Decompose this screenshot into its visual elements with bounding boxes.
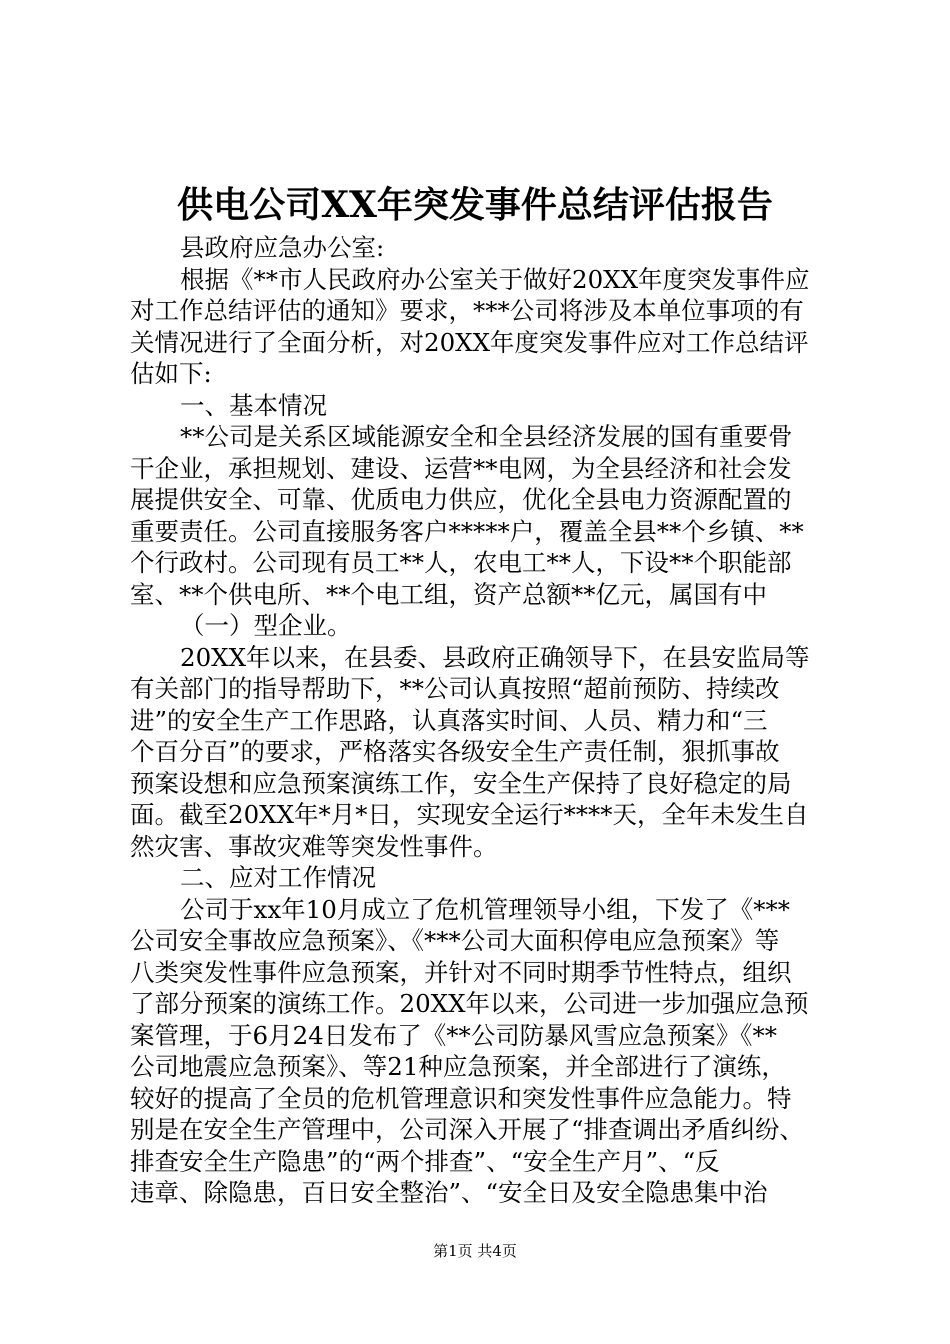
text-line: 面。截至20XX年*月*日，实现安全运行****天，全年未发生自	[130, 800, 809, 829]
text-line: 公司安全事故应急预案》、《***公司大面积停电应急预案》等	[130, 926, 780, 955]
text-line: 公司地震应急预案》、等21种应急预案，并全部进行了演练，	[130, 1052, 786, 1081]
text-line: 重要责任。公司直接服务客户*****户，覆盖全县**个乡镇、**	[130, 516, 804, 546]
text-line: 案管理，于6月24日发布了《**公司防暴风雪应急预案》《**	[130, 1020, 778, 1050]
text-line: **公司是关系区域能源安全和全县经济发展的国有重要骨	[180, 422, 793, 451]
text-line: 然灾害、事故灾难等突发性事件。	[130, 831, 498, 861]
text-line: 对工作总结评估的通知》要求，***公司将涉及本单位事项的有	[130, 296, 804, 325]
text-line: 排查安全生产隐患”的“两个排查”、“安全生产月”、“反	[130, 1146, 720, 1176]
text-line: 根据《**市人民政府办公室关于做好20XX年度突发事件应	[180, 264, 810, 294]
text-line: 进”的安全生产工作思路，认真落实时间、人员、精力和“三	[130, 705, 768, 735]
text-line: 有关部门的指导帮助下，**公司认真按照“超前预防、持续改	[130, 674, 780, 703]
text-line: 估如下:	[130, 359, 212, 388]
text-line: 展提供安全、可靠、优质电力供应，优化全县电力资源配置的	[130, 485, 792, 514]
text-line: 关情况进行了全面分析，对20XX年度突发事件应对工作总结评	[130, 327, 809, 357]
text-line: 预案设想和应急预案演练工作，安全生产保持了良好稳定的局	[130, 768, 792, 798]
text-line: 二、应对工作情况	[180, 863, 376, 892]
document-title: 供电公司XX年突发事件总结评估报告	[177, 184, 773, 226]
document-body	[130, 232, 830, 1209]
text-line: 一、基本情况	[180, 390, 327, 420]
text-line: 了部分预案的演练工作。20XX年以来，公司进一步加强应急预	[130, 989, 809, 1018]
text-line: 违章、除隐患，百日安全整治”、“安全日及安全隐患集中治	[130, 1178, 768, 1207]
text-line: 公司于xx年10月成立了危机管理领导小组，下发了《***	[180, 894, 791, 924]
text-line: 较好的提高了全员的危机管理意识和突发性事件应急能力。特	[130, 1083, 792, 1113]
text-line: （一）型企业。	[180, 611, 352, 640]
text-line: 八类突发性事件应急预案，并针对不同时期季节性特点，组织	[130, 957, 792, 987]
text-line: 20XX年以来，在县委、县政府正确领导下，在县安监局等	[180, 642, 810, 672]
text-line: 个行政村。公司现有员工**人，农电工**人，下设**个职能部	[130, 548, 792, 577]
page-footer: 第1页 共4页	[433, 1242, 517, 1260]
text-line: 个百分百”的要求，严格落实各级安全生产责任制，狠抓事故	[130, 737, 780, 766]
text-line: 县政府应急办公室:	[180, 233, 385, 262]
text-line: 干企业，承担规划、建设、运营**电网，为全县经济和社会发	[130, 453, 792, 483]
text-line: 别是在安全生产管理中，公司深入开展了“排查调出矛盾纠纷、	[130, 1115, 805, 1144]
text-line: 室、**个供电所、**个电工组，资产总额**亿元，属国有中	[130, 579, 767, 609]
